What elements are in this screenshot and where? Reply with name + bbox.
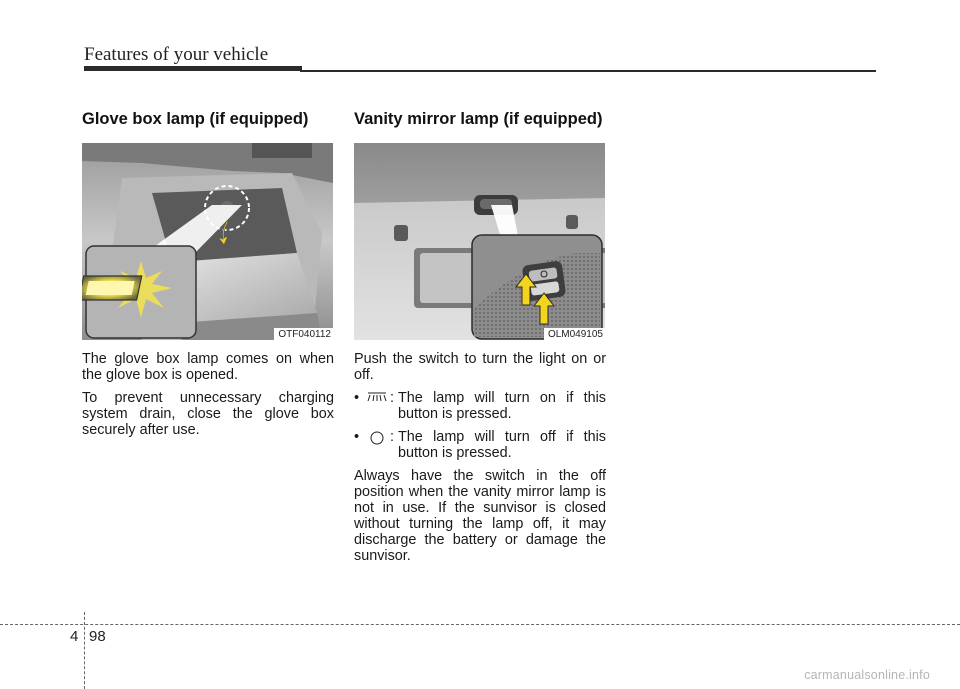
glove-box-heading: Glove box lamp (if equipped) [82, 110, 309, 128]
glove-box-figure [82, 143, 333, 340]
vanity-bullet-off-text: The lamp will turn off if this button is pressed. [398, 429, 606, 461]
bullet-colon: : [390, 429, 394, 445]
page-number: 98 [89, 628, 106, 645]
glove-box-paragraph-1: The glove box lamp comes on when the glove box is opened. [82, 351, 334, 383]
vanity-closing: Always have the switch in the off position when the vanity mirror lamp is not in use. If the sunvisor is closed without turning the lamp off, it may discharge the battery or damage the sunvisor. [354, 468, 606, 564]
lamp-on-icon [364, 390, 390, 422]
vanity-bullet-on-text: The lamp will turn on if this button is pressed. [398, 390, 606, 422]
bullet-mark: • [354, 390, 360, 406]
vanity-mirror-figure-code: OLM049105 [544, 328, 605, 340]
vanity-mirror-heading: Vanity mirror lamp (if equipped) [354, 110, 603, 128]
vanity-bullet-on [354, 390, 606, 422]
glove-box-paragraph-2: To prevent unnecessary charging system drain, close the glove box securely after use. [82, 390, 334, 438]
watermark: carmanualsonline.info [804, 668, 930, 682]
bullet-mark: • [354, 429, 360, 445]
bullet-colon: : [390, 390, 394, 406]
header-rule [300, 70, 876, 72]
vanity-mirror-section [354, 110, 606, 564]
vanity-bullet-off [354, 429, 606, 461]
page-header-title: Features of your vehicle [84, 44, 269, 65]
chapter-number: 4 [70, 628, 79, 645]
footer-divider [84, 612, 85, 689]
glove-box-section [82, 110, 334, 438]
footer-rule [0, 624, 960, 625]
vanity-intro: Push the switch to turn the light on or off. [354, 351, 606, 383]
header-accent-bar [84, 66, 302, 71]
lamp-off-icon [364, 429, 390, 461]
vanity-mirror-illustration [354, 143, 605, 340]
vanity-mirror-figure [354, 143, 605, 340]
glove-box-figure-code: OTF040112 [274, 328, 333, 340]
glove-box-illustration [82, 143, 333, 340]
